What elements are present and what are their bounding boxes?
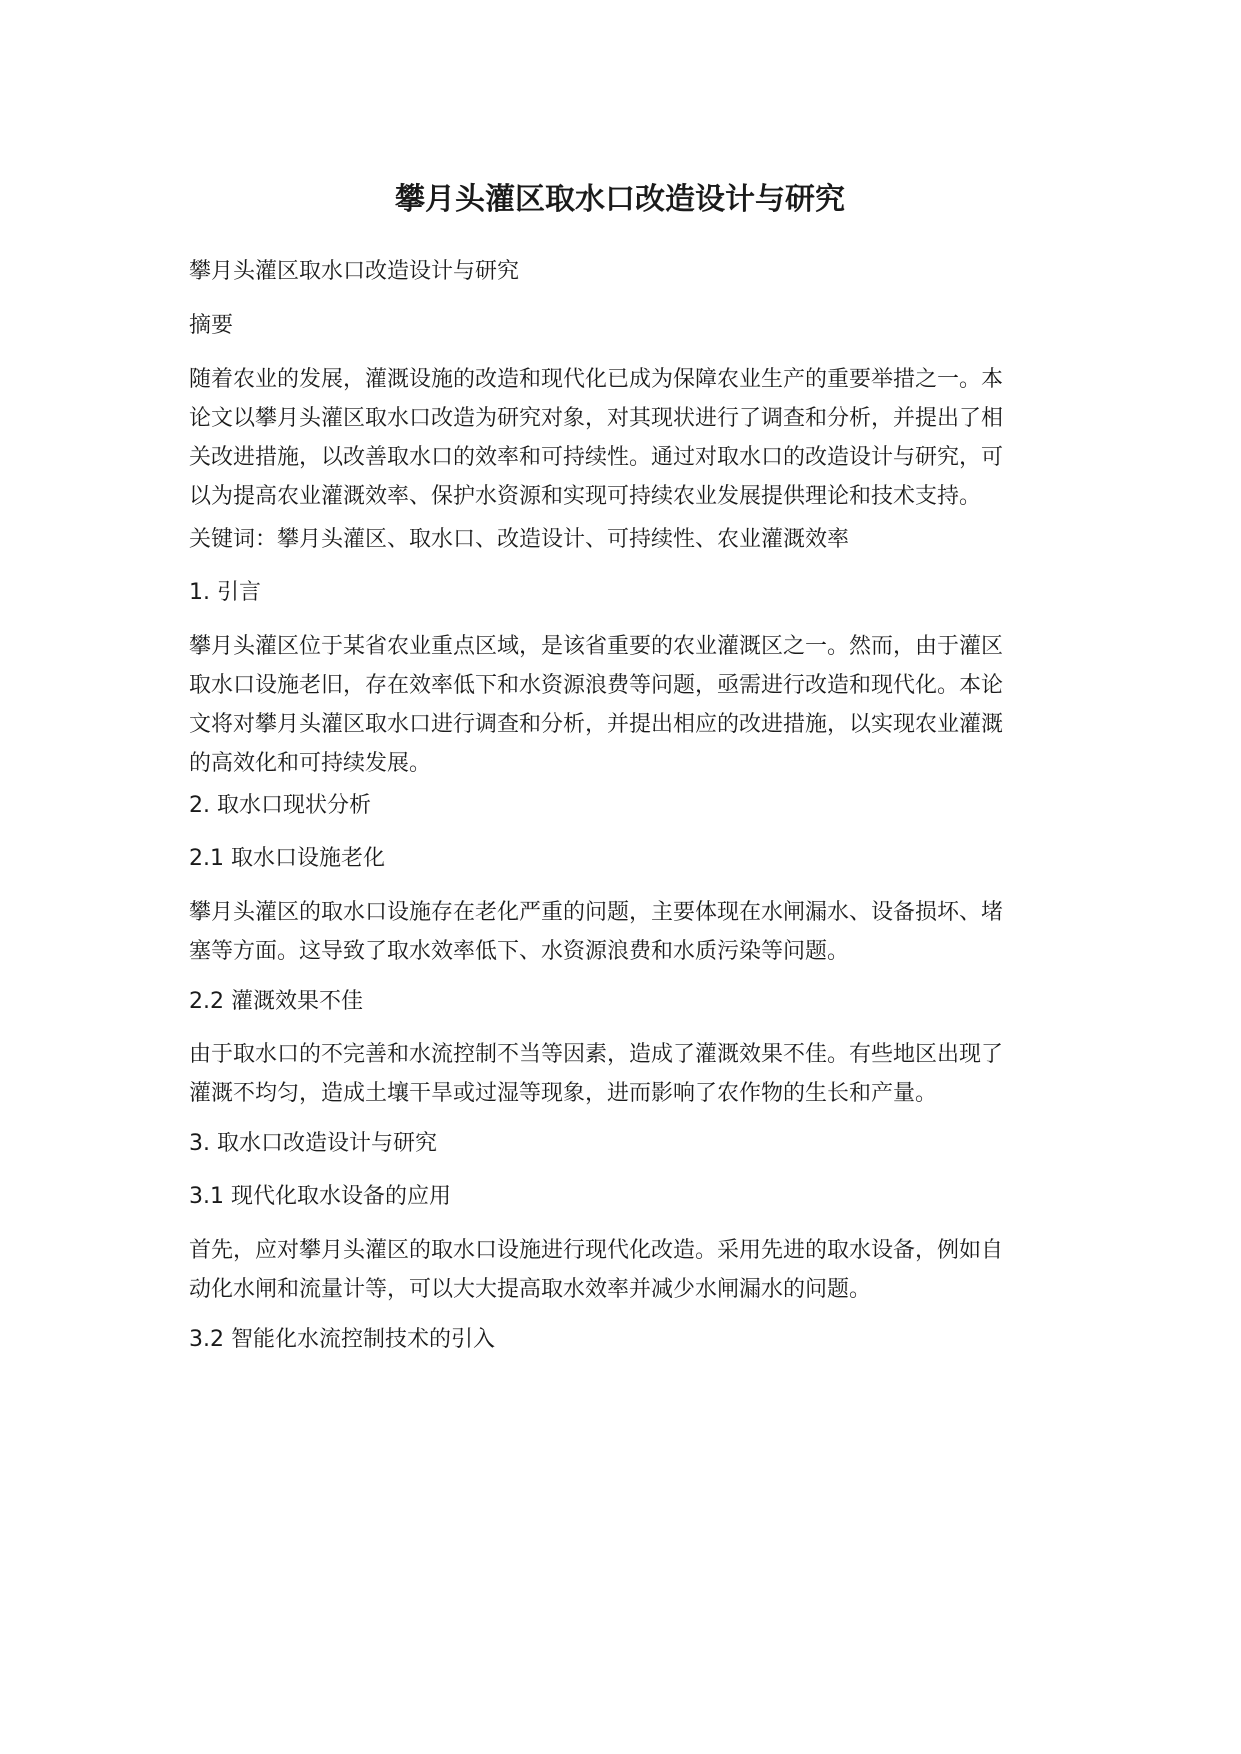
section-2-2-line: 由于取水口的不完善和水流控制不当等因素，造成了灌溉效果不佳。有些地区出现了: [189, 1042, 1004, 1067]
section-2-1-paragraph: [189, 893, 1051, 971]
abstract-line: 以为提高农业灌溉效率、保护水资源和实现可持续农业发展提供理论和技术支持。: [189, 484, 982, 509]
section-1-line: 的高效化和可持续发展。: [189, 751, 432, 776]
document-subtitle: 攀月头灌区取水口改造设计与研究: [189, 259, 520, 284]
section-1-heading: 1. 引言: [189, 580, 261, 605]
section-1-paragraph: [189, 627, 1051, 783]
abstract-heading: 摘要: [189, 313, 234, 338]
section-2-2-paragraph: [189, 1035, 1051, 1113]
keywords: 关键词：攀月头灌区、取水口、改造设计、可持续性、农业灌溉效率: [189, 527, 850, 552]
abstract-line: 随着农业的发展，灌溉设施的改造和现代化已成为保障农业生产的重要举措之一。本: [189, 367, 1004, 392]
section-2-heading: 2. 取水口现状分析: [189, 793, 371, 818]
section-1-line: 文将对攀月头灌区取水口进行调查和分析，并提出相应的改进措施，以实现农业灌溉: [189, 712, 1004, 737]
section-3-1-heading: 3.1 现代化取水设备的应用: [189, 1184, 451, 1209]
section-2-2-line: 灌溉不均匀，造成土壤干旱或过湿等现象，进而影响了农作物的生长和产量。: [189, 1081, 938, 1106]
section-1-line: 取水口设施老旧，存在效率低下和水资源浪费等问题，亟需进行改造和现代化。本论: [189, 673, 1004, 698]
abstract-paragraph: [189, 360, 1051, 516]
section-3-2-heading: 3.2 智能化水流控制技术的引入: [189, 1327, 495, 1352]
section-3-heading: 3. 取水口改造设计与研究: [189, 1131, 437, 1156]
section-2-1-heading: 2.1 取水口设施老化: [189, 846, 385, 871]
section-3-1-line: 首先，应对攀月头灌区的取水口设施进行现代化改造。采用先进的取水设备，例如自: [189, 1238, 1004, 1263]
section-3-1-paragraph: [189, 1231, 1051, 1309]
section-2-2-heading: 2.2 灌溉效果不佳: [189, 989, 363, 1014]
document-title: 攀月头灌区取水口改造设计与研究: [395, 182, 845, 217]
abstract-line: 关改进措施，以改善取水口的效率和可持续性。通过对取水口的改造设计与研究，可: [189, 445, 1004, 470]
abstract-line: 论文以攀月头灌区取水口改造为研究对象，对其现状进行了调查和分析，并提出了相: [189, 406, 1004, 431]
section-2-1-line: 攀月头灌区的取水口设施存在老化严重的问题，主要体现在水闸漏水、设备损坏、堵: [189, 900, 1004, 925]
section-2-1-line: 塞等方面。这导致了取水效率低下、水资源浪费和水质污染等问题。: [189, 939, 850, 964]
section-3-1-line: 动化水闸和流量计等，可以大大提高取水效率并减少水闸漏水的问题。: [189, 1277, 872, 1302]
section-1-line: 攀月头灌区位于某省农业重点区域，是该省重要的农业灌溉区之一。然而，由于灌区: [189, 634, 1004, 659]
